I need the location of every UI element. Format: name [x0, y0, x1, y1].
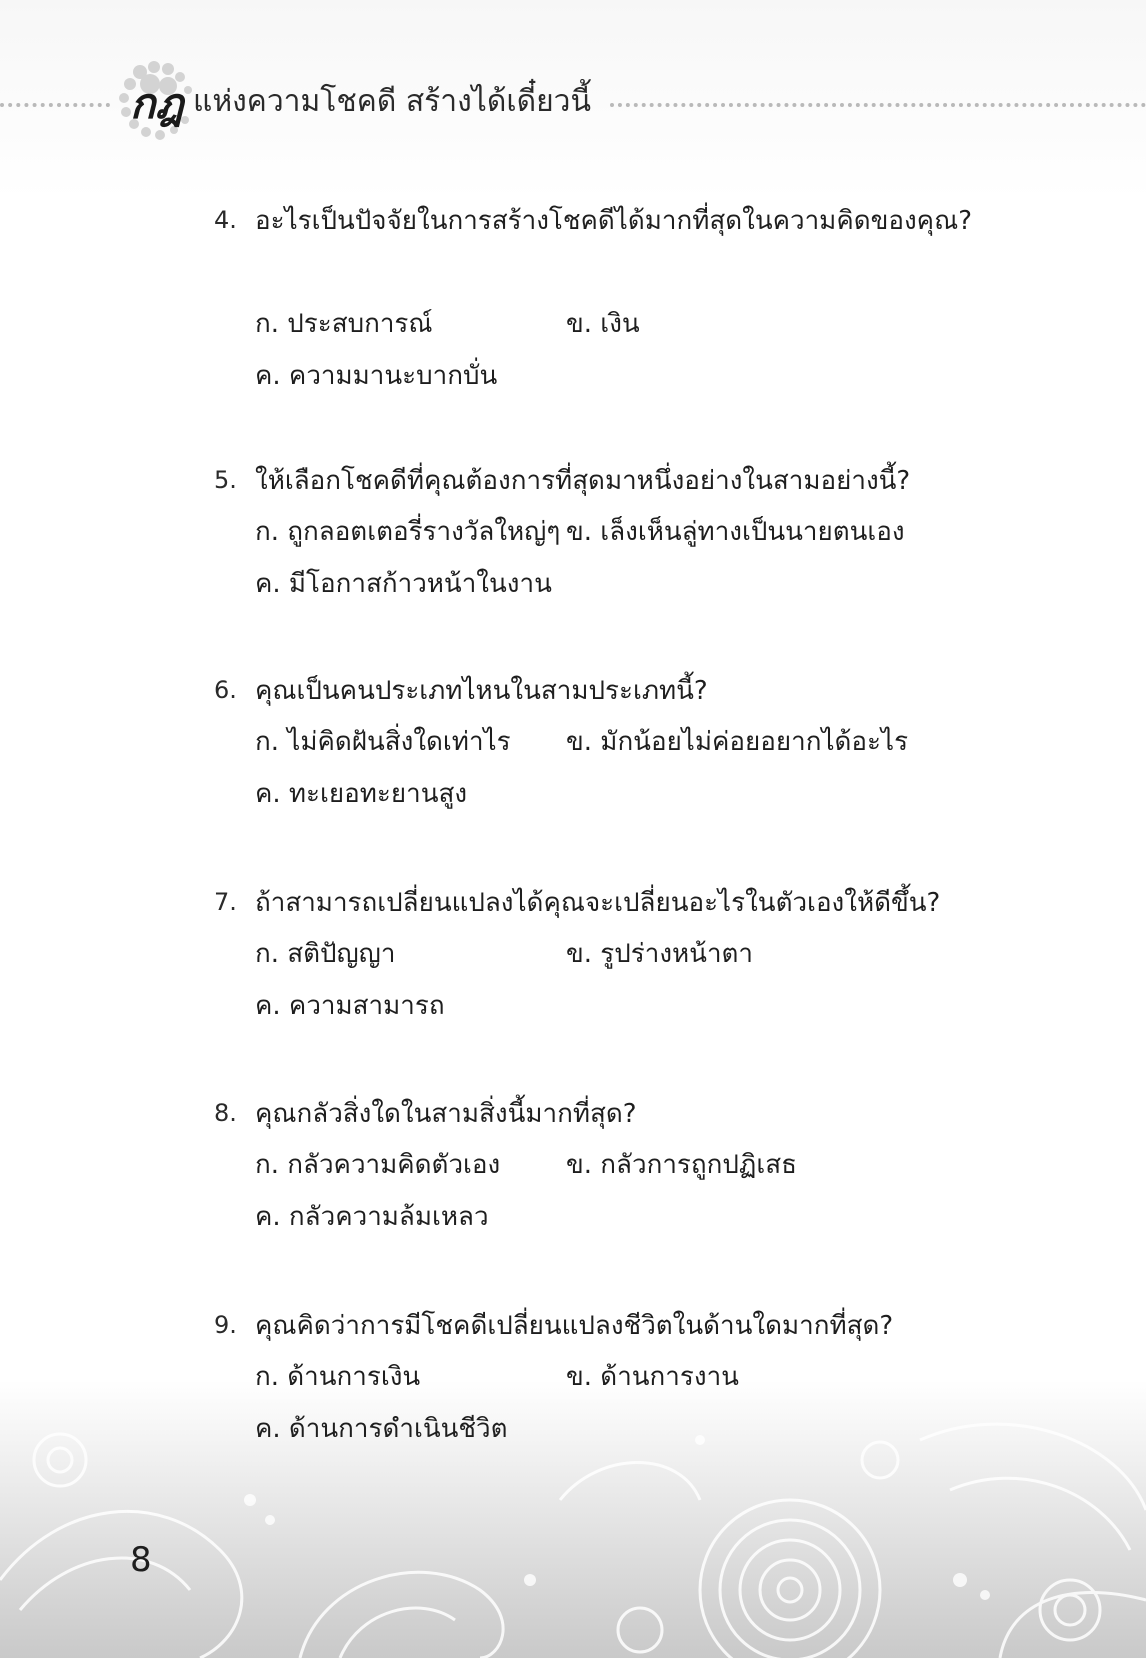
option-a: ก. ถูกลอตเตอรี่รางวัลใหญ่ๆ	[255, 517, 561, 547]
question-text: ให้เลือกโชคดีที่คุณต้องการที่สุดมาหนึ่งอย่างในสามอย่างนี้?	[255, 466, 911, 496]
question-number: 6.	[214, 676, 237, 704]
option-b: ข. รูปร่างหน้าตา	[566, 939, 754, 969]
option-b: ข. กลัวการถูกปฏิเสธ	[566, 1150, 797, 1180]
question-number: 5.	[214, 466, 237, 494]
question-text: คุณเป็นคนประเภทไหนในสามประเภทนี้?	[255, 676, 708, 706]
logo-text: กฎ	[130, 79, 184, 128]
question-number: 9.	[214, 1311, 237, 1339]
question-text: อะไรเป็นปัจจัยในการสร้างโชคดีได้มากที่สุดในความคิดของคุณ?	[255, 206, 972, 236]
option-c: ค. ความมานะบากบั่น	[255, 361, 498, 391]
question-text: คุณคิดว่าการมีโชคดีเปลี่ยนแปลงชีวิตในด้านใดมากที่สุด?	[255, 1311, 894, 1341]
option-c: ค. มีโอกาสก้าวหน้าในงาน	[255, 569, 552, 599]
option-c: ค. ด้านการดำเนินชีวิต	[255, 1414, 508, 1444]
option-a: ก. ด้านการเงิน	[255, 1362, 421, 1392]
question-number: 7.	[214, 888, 237, 916]
header-title: แห่งความโชคดี สร้างได้เดี๋ยวนี้	[193, 84, 592, 119]
option-b: ข. เงิน	[566, 309, 640, 339]
option-b: ข. เล็งเห็นลู่ทางเป็นนายตนเอง	[566, 517, 905, 547]
option-c: ค. ความสามารถ	[255, 991, 445, 1021]
question-text: คุณกลัวสิ่งใดในสามสิ่งนี้มากที่สุด?	[255, 1099, 637, 1129]
option-b: ข. ด้านการงาน	[566, 1362, 739, 1392]
option-a: ก. ไม่คิดฝันสิ่งใดเท่าไร	[255, 727, 511, 757]
page-number: 8	[130, 1540, 152, 1580]
option-a: ก. กลัวความคิดตัวเอง	[255, 1150, 501, 1180]
option-a: ก. สติปัญญา	[255, 939, 396, 969]
option-c: ค. ทะเยอทะยานสูง	[255, 779, 468, 809]
question-text: ถ้าสามารถเปลี่ยนแปลงได้คุณจะเปลี่ยนอะไรในตัวเองให้ดีขึ้น?	[255, 888, 941, 918]
question-number: 4.	[214, 206, 237, 234]
option-b: ข. มักน้อยไม่ค่อยอยากได้อะไร	[566, 727, 909, 757]
question-number: 8.	[214, 1099, 237, 1127]
option-c: ค. กลัวความล้มเหลว	[255, 1202, 489, 1232]
option-a: ก. ประสบการณ์	[255, 309, 433, 339]
